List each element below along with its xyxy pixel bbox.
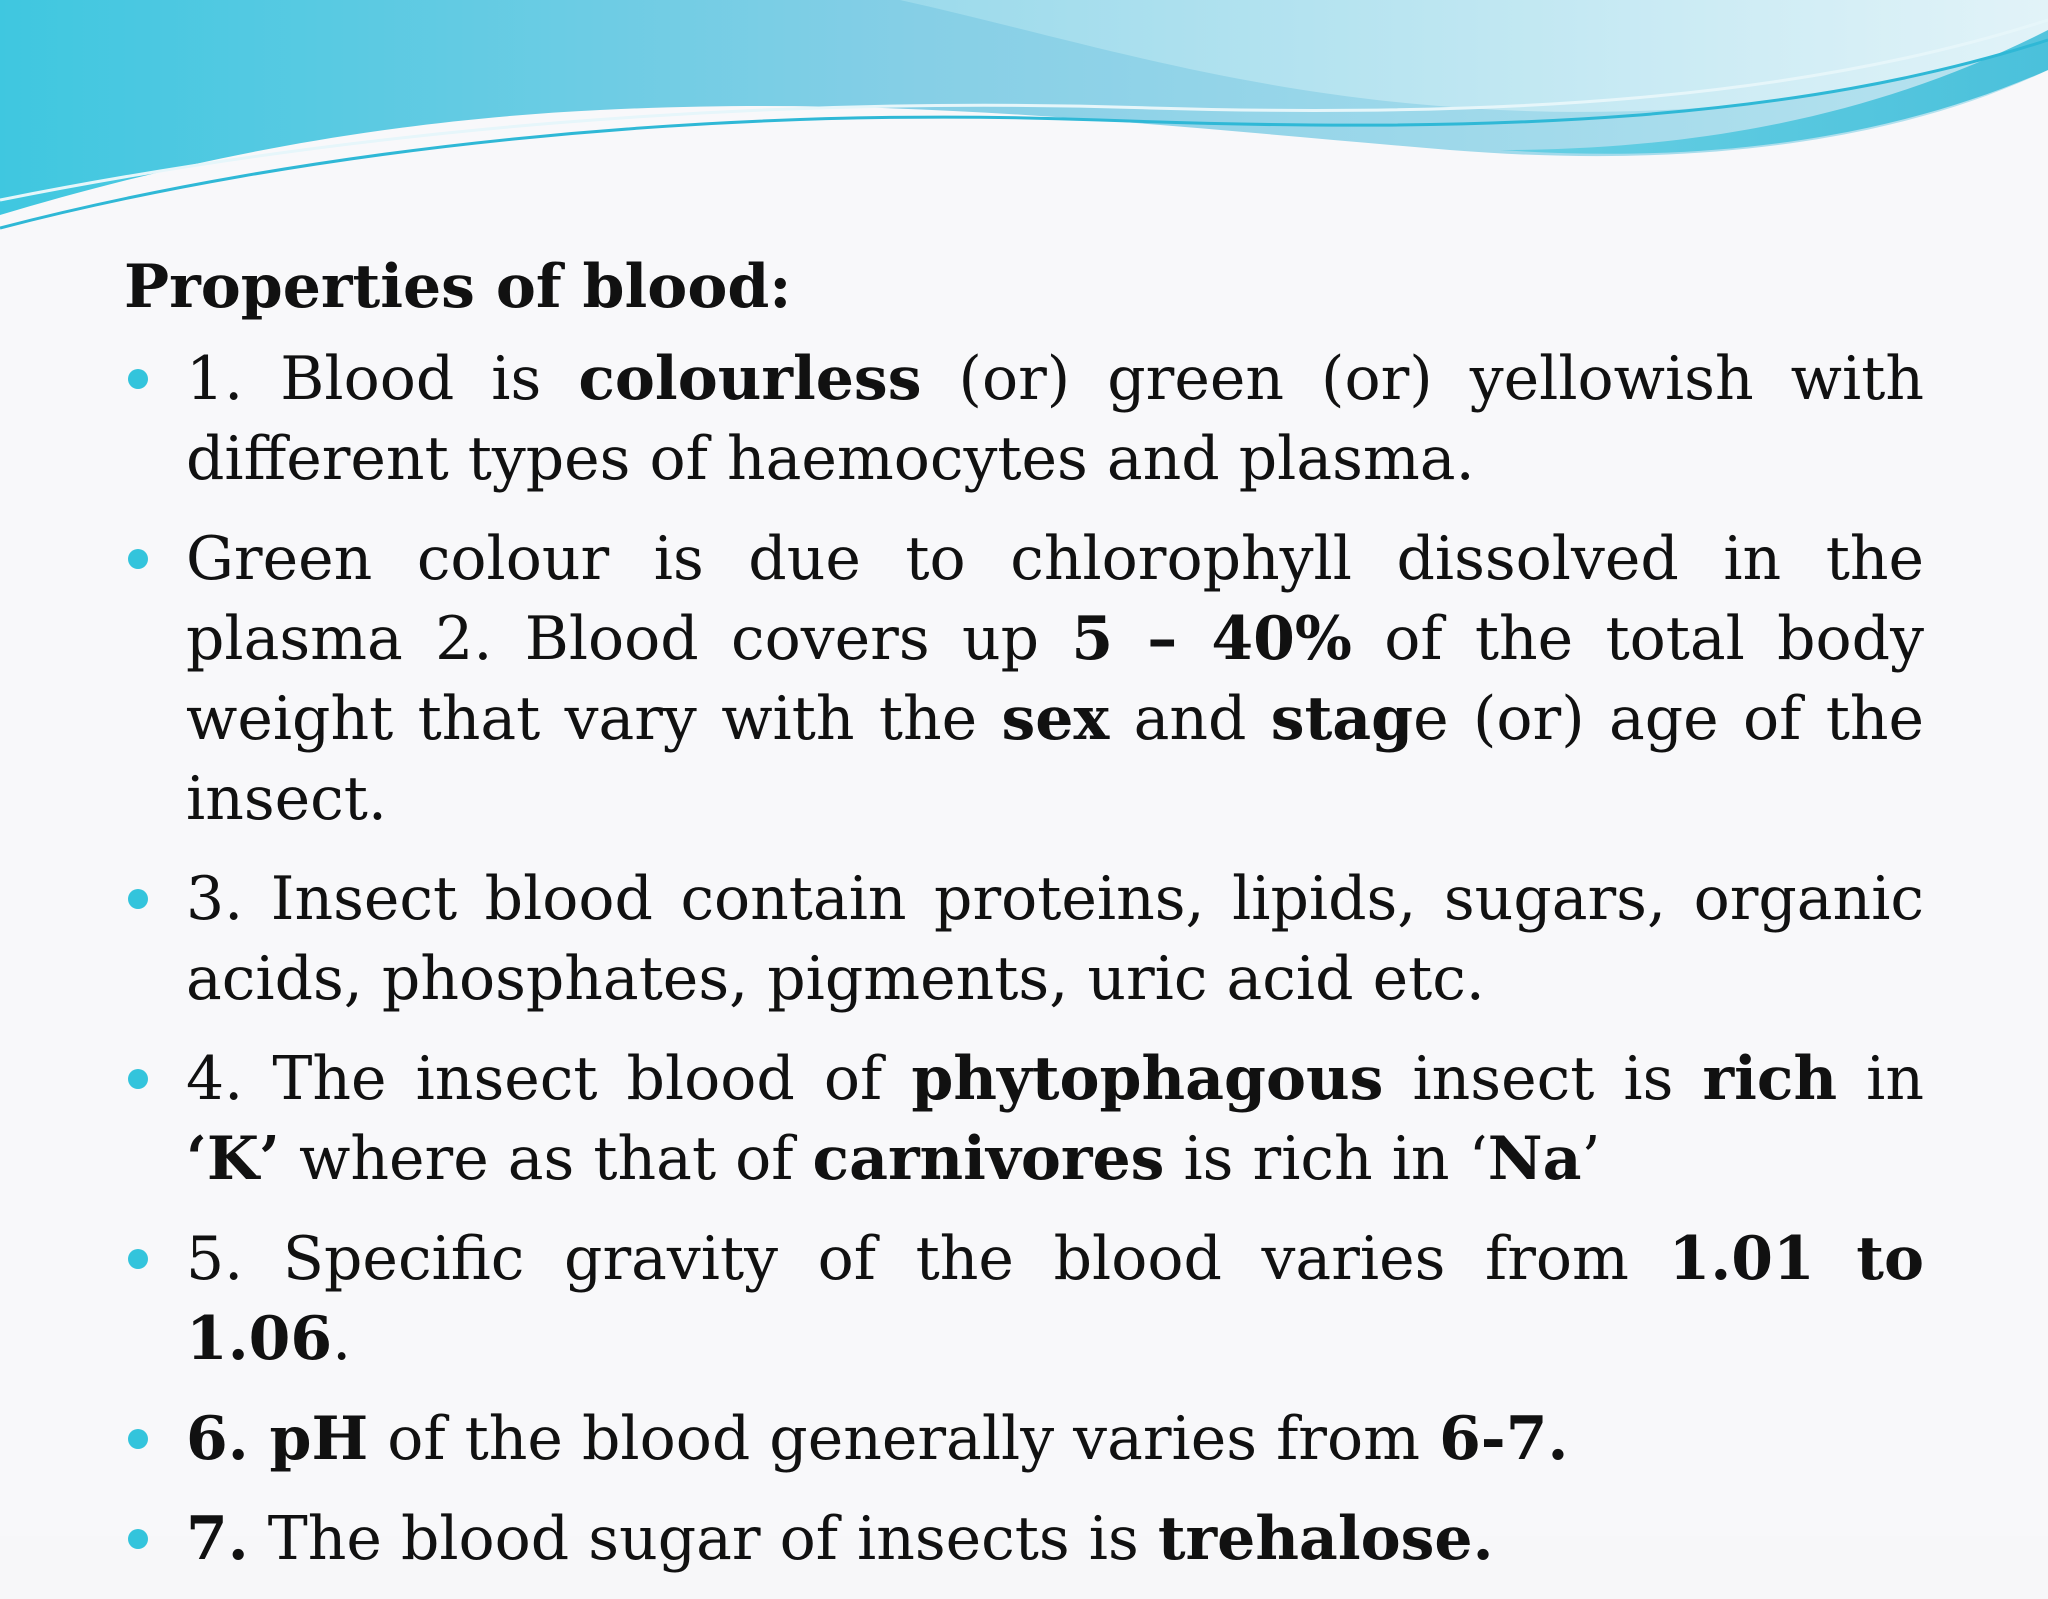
text-segment: (or) green (or) yellowish with different types of haemocytes and plasma. [186,344,1924,494]
text-segment: in [1837,1044,1925,1114]
text-segment: of the blood generally varies from [368,1404,1440,1474]
bold-text-segment: 6. pH [186,1404,369,1474]
bullet-icon [128,889,148,909]
bullet-point [124,1039,1924,1199]
text-segment: 3. Insect blood contain proteins, lipids, sugars, organic acids, phosphates, pigments, uric acid etc. [186,864,1924,1014]
slide-heading: Properties of blood: [124,252,792,322]
bullet-list [124,339,1924,1579]
text-segment: where as that of [279,1124,813,1194]
bullet-icon [128,1429,148,1449]
bullet-point [124,1499,1924,1579]
bullet-text [186,1504,1493,1574]
bold-text-segment: ‘K’ [186,1124,280,1194]
bullet-text [186,1044,1924,1194]
bold-text-segment: rich [1702,1044,1838,1114]
text-segment: The blood sugar of insects is [248,1504,1158,1574]
text-segment: of the total body weight that vary with the [186,604,1924,754]
bold-text-segment: 5 – 40% [1071,604,1352,674]
bold-text-segment: colourless [578,344,922,414]
bullet-text [186,344,1924,494]
text-segment: insect is [1383,1044,1703,1114]
bullet-icon [128,1529,148,1549]
bullet-text [186,1224,1924,1374]
text-segment: ’ [1581,1124,1601,1194]
bold-text-segment: 1.01 to 1.06 [186,1224,1924,1374]
slide-content [124,245,1924,1599]
bold-text-segment: stag [1270,684,1414,754]
bullet-icon [128,549,148,569]
bold-text-segment: Na [1487,1124,1582,1194]
bold-text-segment: sex [1001,684,1110,754]
bullet-text [186,1404,1568,1474]
bullet-icon [128,1069,148,1089]
bullet-point [124,1219,1924,1379]
bullet-text [186,864,1924,1014]
text-segment: Green colour is due to chlorophyll dissolved in the plasma 2. Blood covers up [186,524,1924,674]
decorative-wave-header [0,0,2048,240]
bullet-point [124,519,1924,839]
text-segment: and [1109,684,1271,754]
bullet-point [124,1399,1924,1479]
bullet-point [124,859,1924,1019]
bold-text-segment: phytophagous [911,1044,1384,1114]
text-segment: 1. Blood is [186,344,579,414]
text-segment: . [332,1304,352,1374]
bold-text-segment: trehalose. [1157,1504,1494,1574]
bullet-icon [128,369,148,389]
text-segment: is rich in ‘ [1164,1124,1488,1194]
bold-text-segment: carnivores [812,1124,1165,1194]
bold-text-segment: 6-7. [1439,1404,1569,1474]
bullet-point [124,339,1924,499]
bold-text-segment: 7. [186,1504,249,1574]
text-segment: 5. Specific gravity of the blood varies from [186,1224,1669,1294]
text-segment: e (or) age of the insect. [186,684,1924,834]
bullet-text [186,524,1924,834]
text-segment: 4. The insect blood of [186,1044,912,1114]
bullet-icon [128,1249,148,1269]
